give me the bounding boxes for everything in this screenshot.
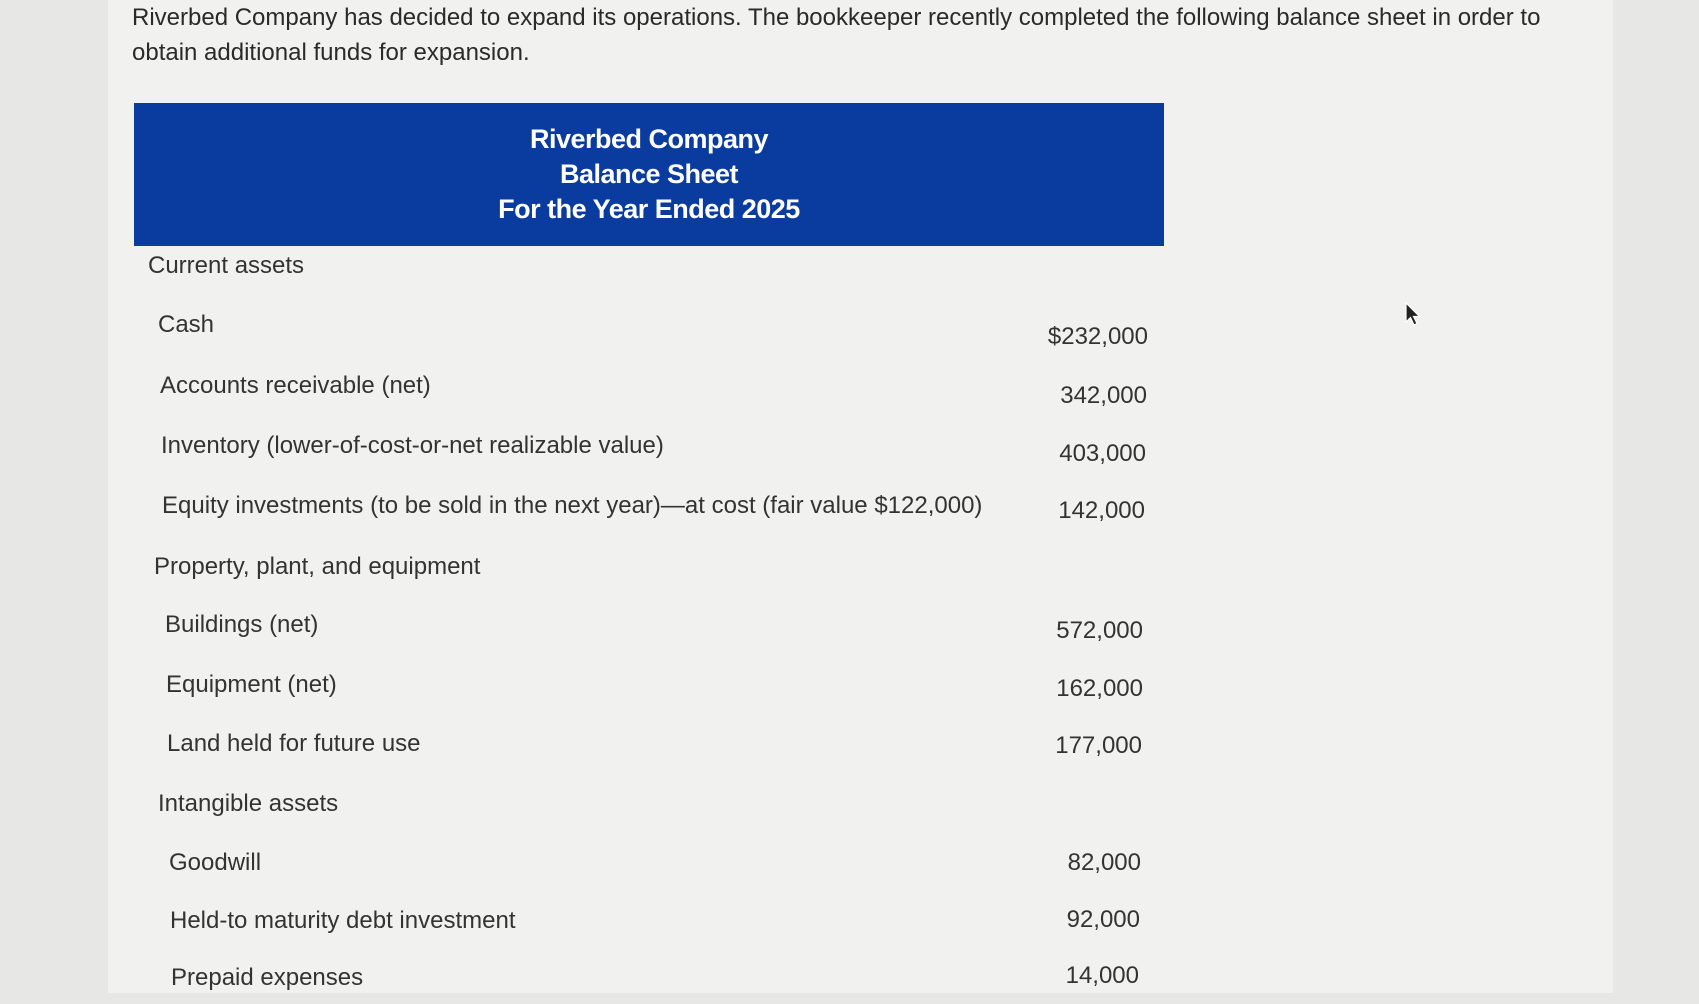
table-row [0, 372, 1699, 412]
section-label: Intangible assets [158, 790, 339, 817]
row-amount: 142,000 [1058, 497, 1145, 524]
section-label: Property, plant, and equipment [154, 553, 481, 580]
table-row [0, 671, 1699, 711]
row-label: Inventory (lower-of-cost-or-net realizable value) [161, 432, 664, 459]
row-label: Prepaid expenses [171, 964, 364, 991]
row-label: Accounts receivable (net) [160, 372, 431, 399]
statement-period: For the Year Ended 2025 [498, 194, 800, 224]
row-label: Buildings (net) [165, 611, 319, 638]
row-label: Equipment (net) [166, 671, 337, 698]
section-label: Current assets [148, 252, 305, 279]
row-amount: 82,000 [1067, 849, 1141, 876]
table-row [0, 432, 1699, 472]
section-row-intangibles [0, 790, 1699, 830]
mouse-pointer-icon [1404, 302, 1422, 328]
row-label: Held-to maturity debt investment [170, 907, 516, 934]
table-row [0, 964, 1699, 1004]
table-row [0, 849, 1699, 889]
row-label: Equity investments (to be sold in the next year)—at cost (fair value $122,000) [162, 492, 983, 519]
row-amount: $232,000 [1047, 323, 1148, 350]
row-amount: 162,000 [1056, 675, 1143, 702]
row-amount: 177,000 [1055, 732, 1142, 759]
table-row [0, 311, 1699, 351]
row-label: Land held for future use [167, 730, 421, 757]
row-amount: 342,000 [1060, 382, 1147, 409]
table-row [0, 730, 1699, 770]
row-amount: 403,000 [1059, 440, 1146, 467]
section-row-ppe [0, 553, 1699, 593]
table-row [0, 492, 1699, 532]
table-row [0, 611, 1699, 651]
statement-title: Balance Sheet [559, 159, 739, 189]
row-label: Goodwill [169, 849, 262, 876]
table-row [0, 907, 1699, 947]
intro-paragraph: Riverbed Company has decided to expand its operations. The bookkeeper recently completed the following balance sheet in order to obtain additional funds for expansion. [132, 4, 1541, 66]
row-amount: 92,000 [1066, 906, 1140, 933]
section-row-current-assets [0, 252, 1699, 292]
balance-sheet-header [134, 103, 1164, 246]
row-label: Cash [158, 311, 215, 338]
row-amount: 14,000 [1065, 962, 1139, 989]
row-amount: 572,000 [1056, 617, 1143, 644]
company-name: Riverbed Company [529, 124, 769, 154]
